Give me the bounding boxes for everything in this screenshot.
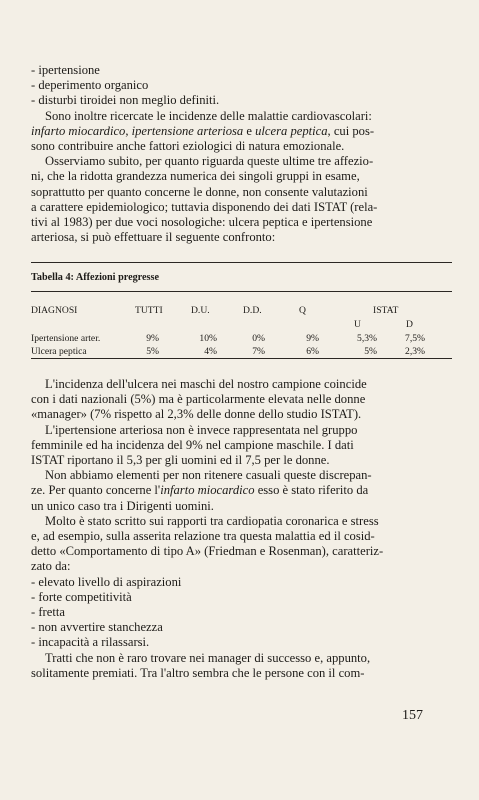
list-item: - disturbi tiroidei non meglio definiti.	[31, 93, 220, 108]
list-item: - non avvertire stanchezza	[31, 620, 163, 635]
col-subheader-u: U	[354, 319, 361, 330]
table-cell-diagnosi: Ipertensione arter.	[31, 333, 101, 344]
table-cell-tutti: 5%	[146, 346, 159, 357]
traits-list	[31, 575, 452, 651]
list-item: - ipertensione	[31, 63, 100, 77]
list-item: - elevato livello di aspirazioni	[31, 574, 182, 589]
list-item: - deperimento organico	[31, 78, 149, 93]
paragraph-5: Non abbiamo elementi per non ritenere casuali queste discrepan- ze. Per quanto concerne l'infarto miocardico esso è stato riferito da un unico caso tra i Dirigenti uomini.	[31, 468, 372, 513]
table-cell-du: 4%	[204, 346, 217, 357]
table-cell-diagnosi: Ulcera peptica	[31, 346, 87, 357]
table-cell-dd: 7%	[252, 346, 265, 357]
col-subheader-d: D	[406, 319, 413, 330]
table-cell-istat-d: 2,3%	[405, 346, 425, 357]
col-header-tutti: TUTTI	[135, 305, 163, 316]
col-header-du: D.U.	[191, 305, 210, 316]
data-table	[31, 262, 452, 359]
paragraph-3: L'incidenza dell'ulcera nei maschi del nostro campione coincide con i dati nazionali (5%) ma è particolarmente elevata nelle donne «manager» (7% rispetto al 2,3% delle donne dello studio ISTAT).	[31, 377, 367, 422]
table-cell-istat-d: 7,5%	[405, 333, 425, 344]
col-header-istat: ISTAT	[373, 305, 399, 316]
table-bottom-rule	[31, 358, 452, 359]
paragraph-7: Tratti che non è raro trovare nei manager di successo e, appunto, solitamente premiati. Tra l'altro sembra che le persone con il com-	[31, 650, 371, 680]
col-header-dd: D.D.	[243, 305, 262, 316]
page-number: 157	[402, 708, 423, 723]
table-cell-q: 9%	[306, 333, 319, 344]
table-caption: Tabella 4: Affezioni pregresse	[31, 272, 159, 283]
table-cell-istat-u: 5%	[364, 346, 377, 357]
table-grid	[31, 292, 452, 357]
paragraph-4: L'ipertensione arteriosa non è invece rappresentata nel gruppo femminile ed ha incidenza del 9% nel campione maschile. I dati ISTAT riportano il 5,3 per gli uomini ed il 7,5 per le donne.	[31, 422, 358, 468]
list-item: - incapacità a rilassarsi.	[31, 635, 150, 650]
table-cell-tutti: 9%	[146, 333, 159, 344]
table-cell-istat-u: 5,3%	[357, 333, 377, 344]
table-cell-q: 6%	[306, 346, 319, 357]
table-cell-du: 10%	[199, 333, 217, 344]
paragraph-2: Osserviamo subito, per quanto riguarda queste ultime tre affezio- ni, che la ridotta grandezza numerica dei singoli gruppi in esame, soprattutto per quanto concerne le donne, non consente valutazioni a carattere epidemiologico; tuttavia disponendo dei dati ISTAT (rela- tivi al 1983) per due voci nosologiche: ulcera peptica e ipertensione arteriosa, si può effettuare il seguente confronto:	[31, 154, 378, 245]
col-header-q: Q	[299, 305, 306, 316]
paragraph-6: Molto è stato scritto sui rapporti tra cardiopatia coronarica e stress e, ad esempio, sulla asserita relazione tra questa malattia ed il cosid- detto «Comportamento di tipo A» (Friedman e Rosenman), caratteriz- zato da:	[31, 513, 384, 574]
paragraph-1: Sono inoltre ricercate le incidenze delle malattie cardiovascolari: infarto miocardico, ipertensione arteriosa e ulcera peptica, cui pos- sono contribuire anche fattori eziologici di natura emozionale.	[31, 108, 375, 154]
col-header-diagnosi: DIAGNOSI	[31, 305, 78, 316]
text-block-top	[31, 63, 452, 245]
list-item: - fretta	[31, 605, 65, 620]
table-cell-dd: 0%	[252, 333, 265, 344]
text-block-bottom	[31, 377, 452, 681]
list-item: - forte competitività	[31, 589, 132, 604]
